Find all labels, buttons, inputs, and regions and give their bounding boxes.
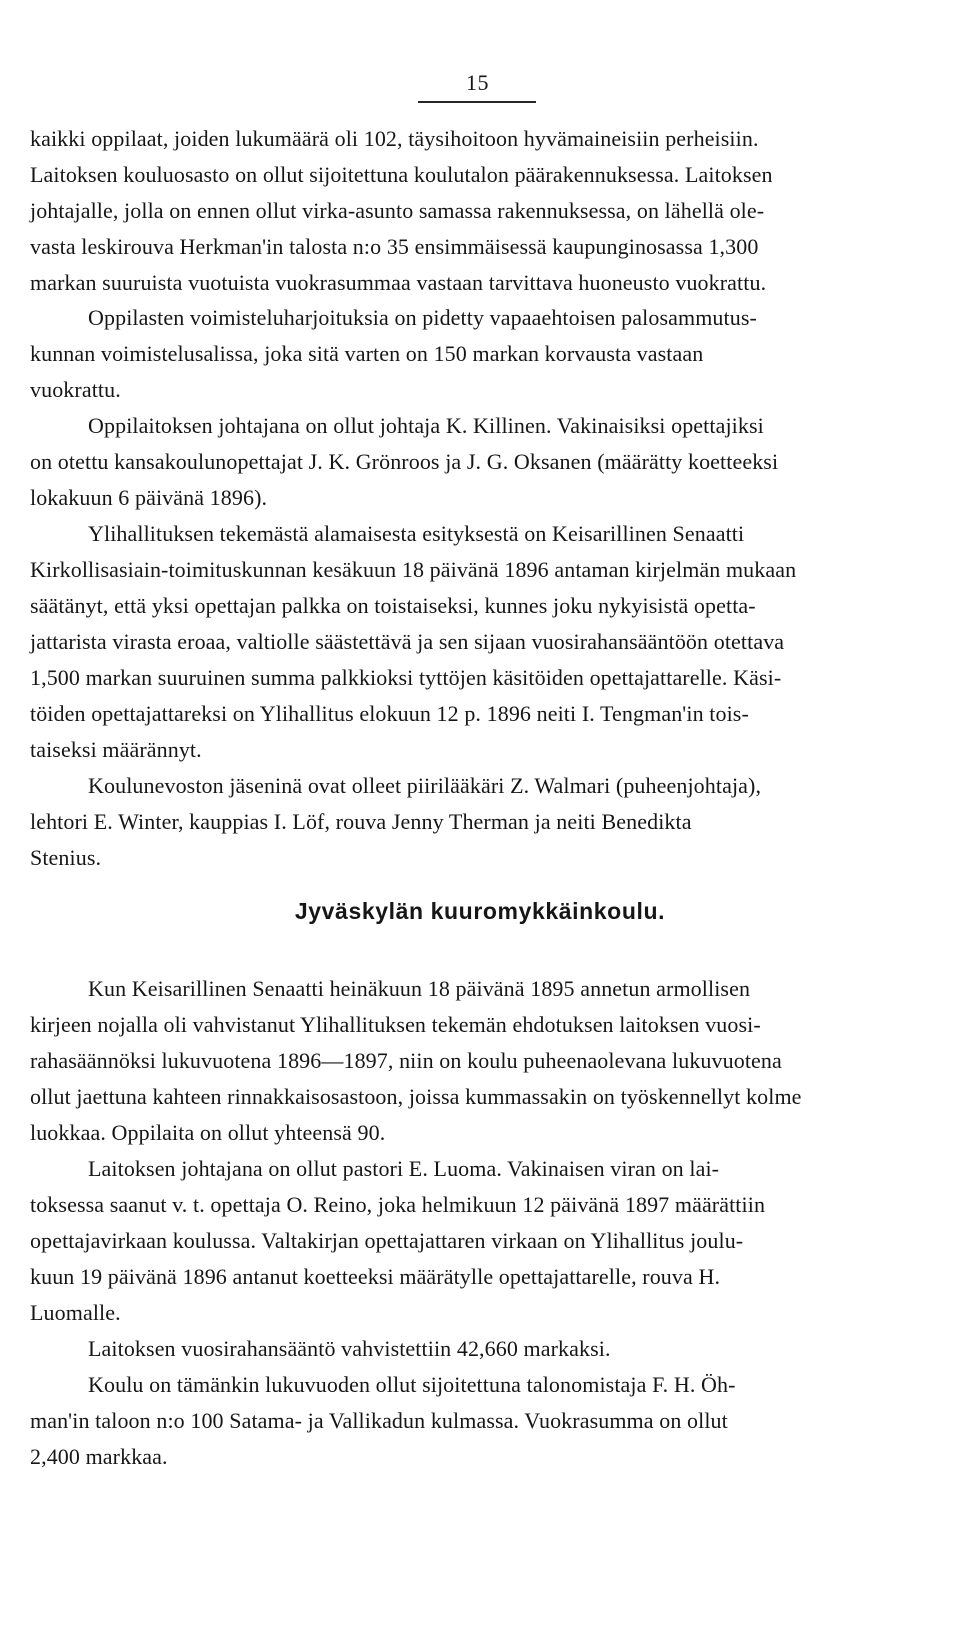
text-line: Luomalle. bbox=[30, 1300, 121, 1325]
text-line: Kun Keisarillinen Senaatti heinäkuun 18 päivänä 1895 annetun armollisen bbox=[88, 976, 751, 1001]
text-line: Kirkollisasiain-toimituskunnan kesäkuun 18 päivänä 1896 antaman kirjelmän mukaan bbox=[30, 557, 797, 582]
text-line: toksessa saanut v. t. opettaja O. Reino, joka helmikuun 12 päivänä 1897 määrättiin bbox=[30, 1192, 766, 1217]
text-line: Stenius. bbox=[30, 845, 102, 870]
text-line: säätänyt, että yksi opettajan palkka on toistaiseksi, kunnes joku nykyisistä opetta- bbox=[30, 593, 756, 618]
text-line: Laitoksen vuosirahansääntö vahvistettiin 42,660 markaksi. bbox=[88, 1336, 611, 1361]
text-line: Laitoksen johtajana on ollut pastori E. Luoma. Vakinaisen viran on lai- bbox=[88, 1156, 720, 1181]
text-line: vuokrattu. bbox=[30, 377, 121, 402]
text-line: ollut jaettuna kahteen rinnakkaisosastoon, joissa kummassakin on työskennellyt kolme bbox=[30, 1084, 802, 1109]
text-line: johtajalle, jolla on ennen ollut virka-asunto samassa rakennuksessa, on lähellä ole- bbox=[30, 198, 765, 223]
text-line: 1,500 markan suuruinen summa palkkioksi tyttöjen käsitöiden opettajattarelle. Käsi- bbox=[30, 665, 782, 690]
text-line: Oppilasten voimisteluharjoituksia on pidetty vapaaehtoisen palosammutus- bbox=[88, 305, 757, 330]
text-line: jattarista virasta eroaa, valtiolle säästettävä ja sen sijaan vuosirahansääntöön otettava bbox=[30, 629, 785, 654]
text-line: taiseksi määrännyt. bbox=[30, 737, 202, 762]
text-line: 2,400 markkaa. bbox=[30, 1444, 168, 1469]
page-number: 15 bbox=[466, 70, 489, 95]
text-line: man'in taloon n:o 100 Satama- ja Vallikadun kulmassa. Vuokrasumma on ollut bbox=[30, 1408, 728, 1433]
text-line: luokkaa. Oppilaita on ollut yhteensä 90. bbox=[30, 1120, 386, 1145]
text-line: kaikki oppilaat, joiden lukumäärä oli 102, täysihoitoon hyvämaineisiin perheisiin. bbox=[30, 126, 759, 151]
text-line: kuun 19 päivänä 1896 antanut koetteeksi määrätylle opettajattarelle, rouva H. bbox=[30, 1264, 721, 1289]
section-heading: Jyväskylän kuuromykkäinkoulu. bbox=[294, 898, 666, 924]
text-line: markan suuruista vuotuista vuokrasummaa vastaan tarvittava huoneusto vuokrattu. bbox=[30, 270, 767, 295]
text-line: Koulunevoston jäseninä ovat olleet piirilääkäri Z. Walmari (puheenjohtaja), bbox=[88, 773, 762, 798]
text-line: Laitoksen kouluosasto on ollut sijoitettuna koulutalon päärakennuksessa. Laitoksen bbox=[30, 162, 773, 187]
text-line: kunnan voimistelusalissa, joka sitä varten on 150 markan korvausta vastaan bbox=[30, 341, 704, 366]
text-line: lehtori E. Winter, kauppias I. Löf, rouva Jenny Therman ja neiti Benedikta bbox=[30, 809, 692, 834]
text-line: kirjeen nojalla oli vahvistanut Ylihallituksen tekemän ehdotuksen laitoksen vuosi- bbox=[30, 1012, 761, 1037]
text-line: vasta leskirouva Herkman'in talosta n:o 35 ensimmäisessä kaupunginosassa 1,300 bbox=[30, 234, 759, 259]
header-rule bbox=[418, 101, 536, 103]
text-line: Koulu on tämänkin lukuvuoden ollut sijoitettuna talonomistaja F. H. Öh- bbox=[88, 1372, 736, 1397]
text-line: on otettu kansakoulunopettajat J. K. Grönroos ja J. G. Oksanen (määrätty koetteeksi bbox=[30, 449, 779, 474]
text-line: opettajavirkaan koulussa. Valtakirjan opettajattaren virkaan on Ylihallitus joulu- bbox=[30, 1228, 744, 1253]
text-line: Ylihallituksen tekemästä alamaisesta esityksestä on Keisarillinen Senaatti bbox=[88, 521, 745, 546]
text-line: lokakuun 6 päivänä 1896). bbox=[30, 485, 268, 510]
text-line: Oppilaitoksen johtajana on ollut johtaja K. Killinen. Vakinaisiksi opettajiksi bbox=[88, 413, 764, 438]
text-line: rahasäännöksi lukuvuotena 1896—1897, niin on koulu puheenaolevana lukuvuotena bbox=[30, 1048, 782, 1073]
text-line: töiden opettajattareksi on Ylihallitus elokuun 12 p. 1896 neiti I. Tengman'in tois- bbox=[30, 701, 749, 726]
